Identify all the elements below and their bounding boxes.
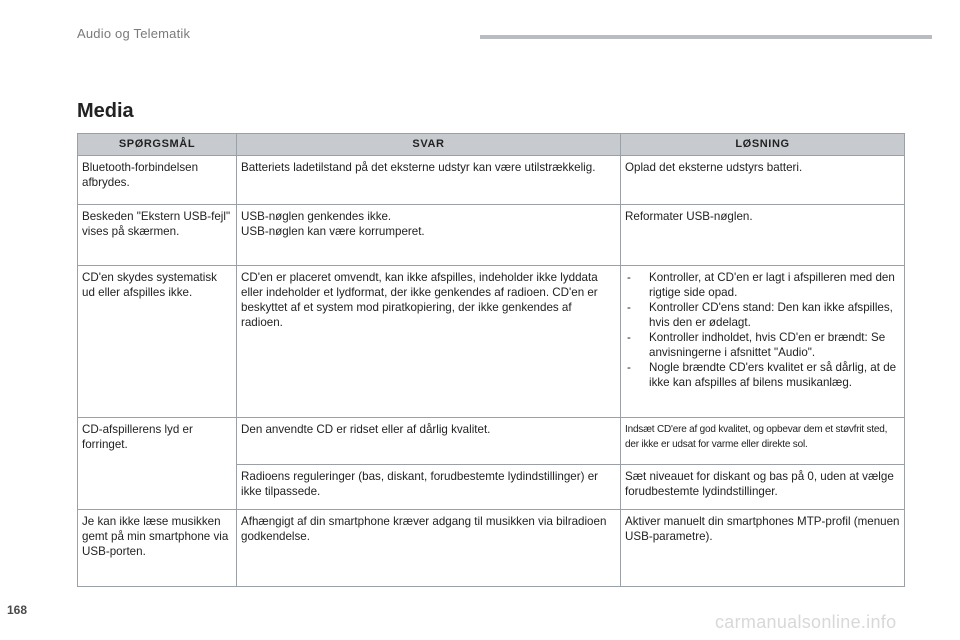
solution-cell xyxy=(621,266,905,418)
section-title: Media xyxy=(77,100,134,122)
watermark-text: carmanualsonline.info xyxy=(715,612,897,632)
answer-cell: Den anvendte CD er ridset eller af dårlig kvalitet. xyxy=(237,418,621,465)
question-cell: Bluetooth-forbindelsen afbrydes. xyxy=(78,156,237,205)
table-row xyxy=(78,266,905,418)
solution-cell: Reformater USB-nøglen. xyxy=(621,205,905,266)
question-cell: Je kan ikke læse musikken gemt på min smartphone via USB-porten. xyxy=(78,510,237,587)
question-cell: CD-afspillerens lyd er forringet. xyxy=(78,418,237,510)
solution-list xyxy=(625,270,900,390)
table-row xyxy=(78,418,905,465)
answer-cell: Afhængigt af din smartphone kræver adgang til musikken via bilradioen godkendelse. xyxy=(237,510,621,587)
chapter-title: Audio og Telematik xyxy=(77,26,191,41)
solution-cell: Aktiver manuelt din smartphones MTP-profil (menuen USB-parametre). xyxy=(621,510,905,587)
solution-cell: Sæt niveauet for diskant og bas på 0, uden at vælge forudbestemte lydindstillinger. xyxy=(621,465,905,510)
faq-table xyxy=(77,133,905,587)
answer-cell: Batteriets ladetilstand på det eksterne udstyr kan være utilstrækkelig. xyxy=(237,156,621,205)
solution-item: - Nogle brændte CD'ers kvalitet er så dårlig, at de ikke kan afspilles af bilens musikanlæg. xyxy=(625,360,900,390)
solution-item: - Kontroller, at CD'en er lagt i afspilleren med den rigtige side opad. xyxy=(625,270,900,300)
answer-line: USB-nøglen genkendes ikke. xyxy=(241,210,392,223)
solution-cell: Oplad det eksterne udstyrs batteri. xyxy=(621,156,905,205)
solution-item: - Kontroller indholdet, hvis CD'en er brændt: Se anvisningerne i afsnittet "Audio". xyxy=(625,330,900,360)
column-header-answer: SVAR xyxy=(237,134,621,156)
header-divider-bar xyxy=(480,35,932,39)
solution-cell: Indsæt CD'ere af god kvalitet, og opbevar dem et støvfrit sted, der ikke er udsat for varme eller direkte sol. xyxy=(621,418,905,465)
solution-item: - Kontroller CD'ens stand: Den kan ikke afspilles, hvis den er ødelagt. xyxy=(625,300,900,330)
question-cell: CD'en skydes systematisk ud eller afspilles ikke. xyxy=(78,266,237,418)
answer-cell: CD'en er placeret omvendt, kan ikke afspilles, indeholder ikke lyddata eller indeholder et lydformat, der ikke genkendes af radioen. CD'en er beskyttet af et system mod piratkopiering, der ikke genkendes af radioen. xyxy=(237,266,621,418)
answer-cell xyxy=(237,205,621,266)
column-header-solution: LØSNING xyxy=(621,134,905,156)
table-header-row xyxy=(78,134,905,156)
column-header-question: SPØRGSMÅL xyxy=(78,134,237,156)
answer-line: USB-nøglen kan være korrumperet. xyxy=(241,225,425,238)
table-row xyxy=(78,205,905,266)
page-number: 168 xyxy=(7,603,28,617)
table-row xyxy=(78,510,905,587)
table-row xyxy=(78,156,905,205)
question-cell: Beskeden "Ekstern USB-fejl" vises på skærmen. xyxy=(78,205,237,266)
answer-cell: Radioens reguleringer (bas, diskant, forudbestemte lydindstillinger) er ikke tilpassede. xyxy=(237,465,621,510)
